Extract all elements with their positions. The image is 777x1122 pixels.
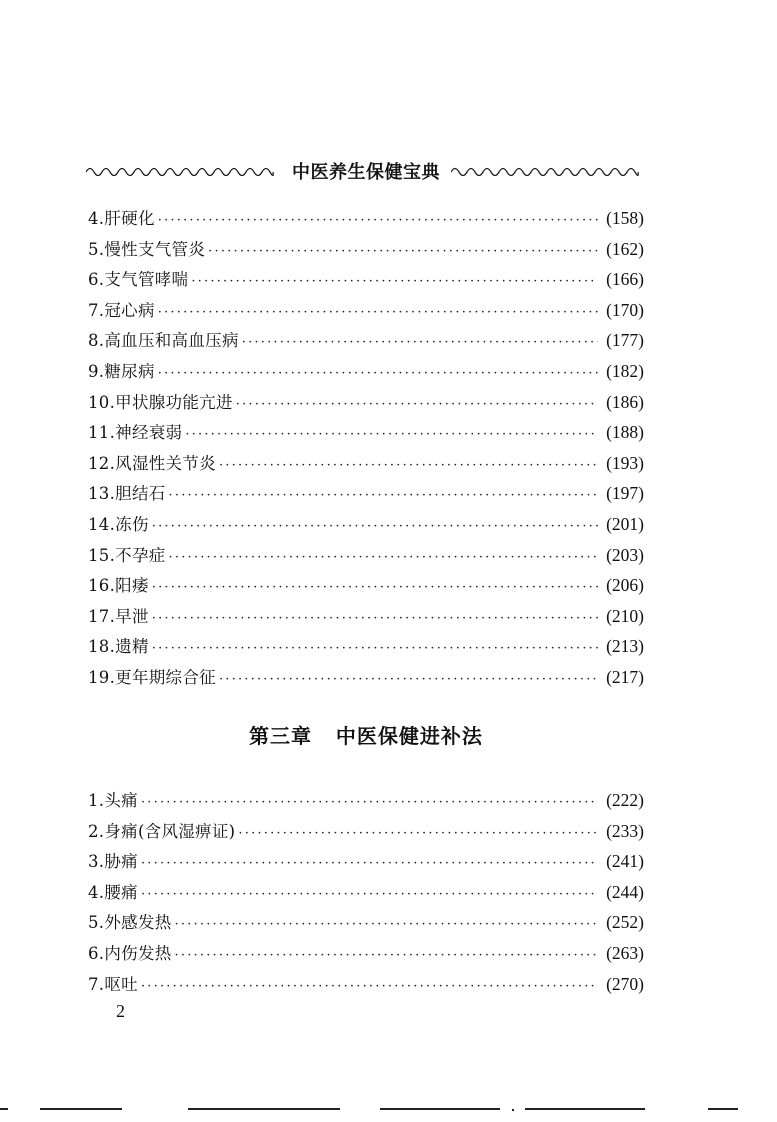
- toc-entry-page: (213): [606, 636, 644, 657]
- toc-list-continued: [88, 203, 644, 693]
- toc-entry-title: 16.阳痿: [88, 576, 149, 596]
- toc-entry: [88, 631, 644, 662]
- toc-entry-title: 8.高血压和高血压病: [88, 331, 239, 351]
- toc-entry-page: (193): [606, 452, 644, 473]
- toc-entry-title: 5.慢性支气管炎: [88, 239, 206, 259]
- toc-list-chapter-3: [88, 785, 644, 999]
- toc-entry: [88, 203, 644, 234]
- toc-entry: [88, 509, 644, 540]
- toc-entry: [88, 417, 644, 448]
- toc-entry-title: 12.风湿性关节炎: [88, 453, 216, 473]
- page-number: 2: [116, 1001, 125, 1021]
- toc-entry-page: (201): [606, 513, 644, 534]
- toc-entry-title: 2.身痛(含风湿痹证): [88, 821, 236, 841]
- toc-entry-page: (206): [606, 575, 644, 596]
- toc-entry: [88, 540, 644, 571]
- toc-entry-title: 11.神经衰弱: [88, 423, 183, 443]
- toc-entry-title: 4.肝硬化: [88, 209, 155, 228]
- toc-entry-page: (158): [606, 208, 644, 228]
- toc-entry: [88, 264, 644, 295]
- dot-leader: [141, 880, 598, 911]
- dot-leader: [141, 788, 598, 819]
- toc-entry-page: (241): [606, 851, 644, 872]
- toc-entry-title: 17.早泄: [88, 606, 149, 626]
- dot-leader: [169, 543, 599, 574]
- toc-entry-page: (217): [606, 666, 644, 687]
- dot-leader: [141, 849, 598, 880]
- toc-entry-page: (182): [606, 360, 644, 381]
- book-title: 中医养生保健宝典: [289, 162, 443, 183]
- toc-entry-page: (270): [606, 973, 644, 994]
- toc-entry: [88, 448, 644, 479]
- toc-entry-page: (203): [606, 544, 644, 565]
- toc-entry-page: (170): [606, 299, 644, 320]
- toc-entry-page: (162): [606, 238, 644, 259]
- toc-entry-title: 1.头痛: [88, 791, 138, 810]
- toc-entry-title: 18.遗精: [88, 637, 149, 657]
- dot-leader: [175, 941, 599, 972]
- toc-entry-page: (188): [606, 422, 644, 443]
- toc-entry: [88, 601, 644, 632]
- toc-entry-title: 15.不孕症: [88, 545, 166, 565]
- toc-entry-title: 5.外感发热: [88, 913, 172, 933]
- dot-leader: [191, 267, 598, 298]
- toc-entry-page: (222): [606, 790, 644, 810]
- toc-entry: [88, 938, 644, 969]
- toc-entry-title: 6.内伤发热: [88, 943, 172, 963]
- dot-leader: [158, 298, 598, 329]
- toc-entry: [88, 295, 644, 326]
- dot-leader: [238, 819, 598, 850]
- toc-entry-page: (197): [606, 483, 644, 504]
- toc-entry-title: 10.甲状腺功能亢进: [88, 392, 233, 412]
- toc-entry: [88, 969, 644, 1000]
- toc-entry: [88, 877, 644, 908]
- toc-entry-title: 7.冠心病: [88, 300, 155, 320]
- toc-entry-title: 3.胁痛: [88, 852, 138, 872]
- toc-entry-page: (186): [606, 391, 644, 412]
- dot-leader: [208, 237, 598, 268]
- toc-entry: [88, 234, 644, 265]
- toc-entry: [88, 570, 644, 601]
- toc-entry-page: (263): [606, 942, 644, 963]
- dot-leader: [242, 328, 598, 359]
- dot-leader: [152, 604, 598, 635]
- toc-entry-title: 14.冻伤: [88, 514, 149, 534]
- scan-artifact-lines: [0, 1106, 777, 1112]
- dot-leader: [152, 573, 598, 604]
- toc-entry-title: 9.糖尿病: [88, 361, 155, 381]
- dot-leader: [219, 451, 598, 482]
- toc-entry-title: 4.腰痛: [88, 882, 138, 902]
- toc-entry-page: (210): [606, 605, 644, 626]
- toc-entry: [88, 662, 644, 693]
- dot-leader: [236, 390, 598, 421]
- toc-entry: [88, 356, 644, 387]
- toc-entry-page: (177): [606, 330, 644, 351]
- toc-entry-title: 19.更年期综合征: [88, 667, 216, 687]
- toc-entry: [88, 387, 644, 418]
- running-header: [86, 157, 646, 183]
- dot-leader: [169, 481, 599, 512]
- toc-entry-title: 13.胆结石: [88, 484, 166, 504]
- dot-leader: [175, 910, 599, 941]
- toc-entry: [88, 785, 644, 816]
- dot-leader: [152, 634, 598, 665]
- toc-entry-title: 6.支气管哮喘: [88, 270, 189, 290]
- dot-leader: [152, 512, 598, 543]
- dot-leader: [185, 420, 598, 451]
- dot-leader: [158, 359, 598, 390]
- chapter-heading: 第三章 中医保健进补法: [249, 724, 483, 748]
- toc-entry: [88, 478, 644, 509]
- toc-entry: [88, 325, 644, 356]
- toc-entry-page: (252): [606, 912, 644, 933]
- dot-leader: [219, 665, 598, 696]
- toc-entry-page: (166): [606, 269, 644, 290]
- toc-entry: [88, 846, 644, 877]
- toc-entry: [88, 907, 644, 938]
- dot-leader: [158, 206, 598, 237]
- toc-entry: [88, 816, 644, 847]
- toc-entry-page: (233): [606, 820, 644, 841]
- toc-entry-title: 7.呕吐: [88, 974, 138, 994]
- dot-leader: [141, 972, 598, 1003]
- toc-entry-page: (244): [606, 881, 644, 902]
